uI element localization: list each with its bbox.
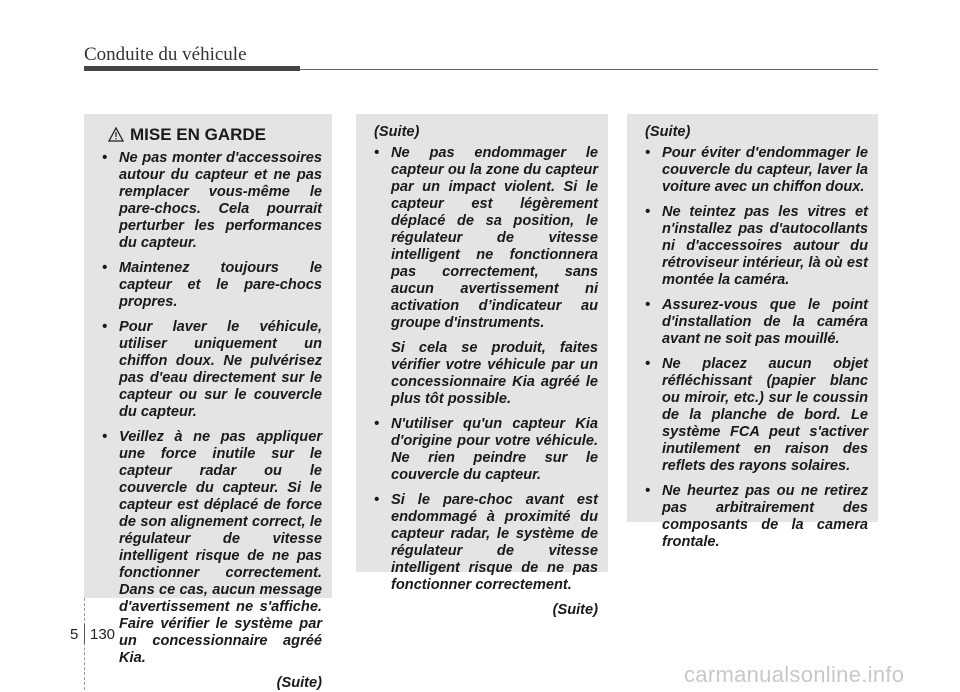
continued-header: (Suite): [374, 124, 420, 140]
warning-heading: [108, 126, 322, 143]
page-header-title: Conduite du véhicule: [84, 44, 247, 65]
list-item: • Ne placez aucun objet réfléchissant (papier blanc ou miroir, etc.) sur le coussin de la planche de bord. Le système FCA peut s'activer inutilement en raison des reflets des rayons solaires.: [645, 356, 868, 474]
warning-list: [374, 145, 598, 332]
continued-label: (Suite): [276, 675, 322, 691]
warning-list: [374, 416, 598, 594]
list-item: • Pour éviter d'endommager le couvercle du capteur, laver la voiture avec un chiffon doux.: [645, 145, 868, 195]
warning-list: [645, 145, 868, 551]
continued-label: (Suite): [552, 602, 598, 618]
header-rule-thin: [300, 69, 878, 70]
list-item: • Ne pas endommager le capteur ou la zone du capteur par un impact violent. Si le capteur est légèrement déplacé de sa position, le régulateur de vitesse intelligent ne fonctionnera pas correctement, sans aucun avertissement ni activation d’indicateur au groupe d'instruments.: [374, 145, 598, 331]
warning-title: MISE EN GARDE: [130, 125, 267, 144]
list-item: • Veillez à ne pas appliquer une force inutile sur le capteur radar ou le couvercle du capteur. Si le capteur est déplacé de force de son alignement correct, le régulateur de vitesse intelligent risque de ne pas fonctionner correctement. Dans ce cas, aucun message d'avertissement ne s'affiche. Faire vérifier le système par un concessionnaire agréé Kia.: [102, 429, 322, 666]
list-item-paragraph: Si cela se produit, faites vérifier votre véhicule par un concessionnaire Kia agréé le plus tôt possible.: [391, 340, 598, 407]
list-item: • Ne heurtez pas ou ne retirez pas arbitrairement des composants de la camera frontale.: [645, 483, 868, 550]
warning-box-column-2: [356, 114, 608, 618]
list-item: • Pour laver le véhicule, utiliser uniquement un chiffon doux. Ne pulvérisez pas d'eau directement sur le capteur ou sur le couvercle du capteur.: [102, 319, 322, 420]
continued-header: (Suite): [645, 124, 691, 140]
list-item: • Ne teintez pas les vitres et n'installez pas d'autocollants ni d'accessoires autour du rétroviseur intérieur, là où est montée la caméra.: [645, 204, 868, 288]
watermark-text: carmanualsonline.info: [684, 662, 905, 687]
warning-triangle-icon: [108, 127, 124, 142]
page-number: 130: [90, 626, 116, 643]
page-number-separator: [84, 624, 85, 644]
list-item: • N'utiliser qu'un capteur Kia d'origine pour votre véhicule. Ne rien peindre sur le couvercle du capteur.: [374, 416, 598, 483]
list-item: • Si le pare-choc avant est endommagé à proximité du capteur radar, le système de régulateur de vitesse intelligent risque de ne pas fonctionner correctement.: [374, 492, 598, 593]
warning-list: [102, 150, 322, 667]
section-number: 5: [70, 626, 79, 643]
list-item: • Maintenez toujours le capteur et le pare-chocs propres.: [102, 260, 322, 310]
footer-margin-line: [84, 598, 86, 690]
list-item: • Assurez-vous que le point d'installation de la caméra avant ne soit pas mouillé.: [645, 297, 868, 347]
header-rule-thick: [84, 66, 300, 71]
list-item: • Ne pas monter d'accessoires autour du capteur et ne pas remplacer vous-même le pare-chocs. Cela pourrait perturber les performances du capteur.: [102, 150, 322, 251]
warning-box-column-3: [627, 114, 878, 550]
